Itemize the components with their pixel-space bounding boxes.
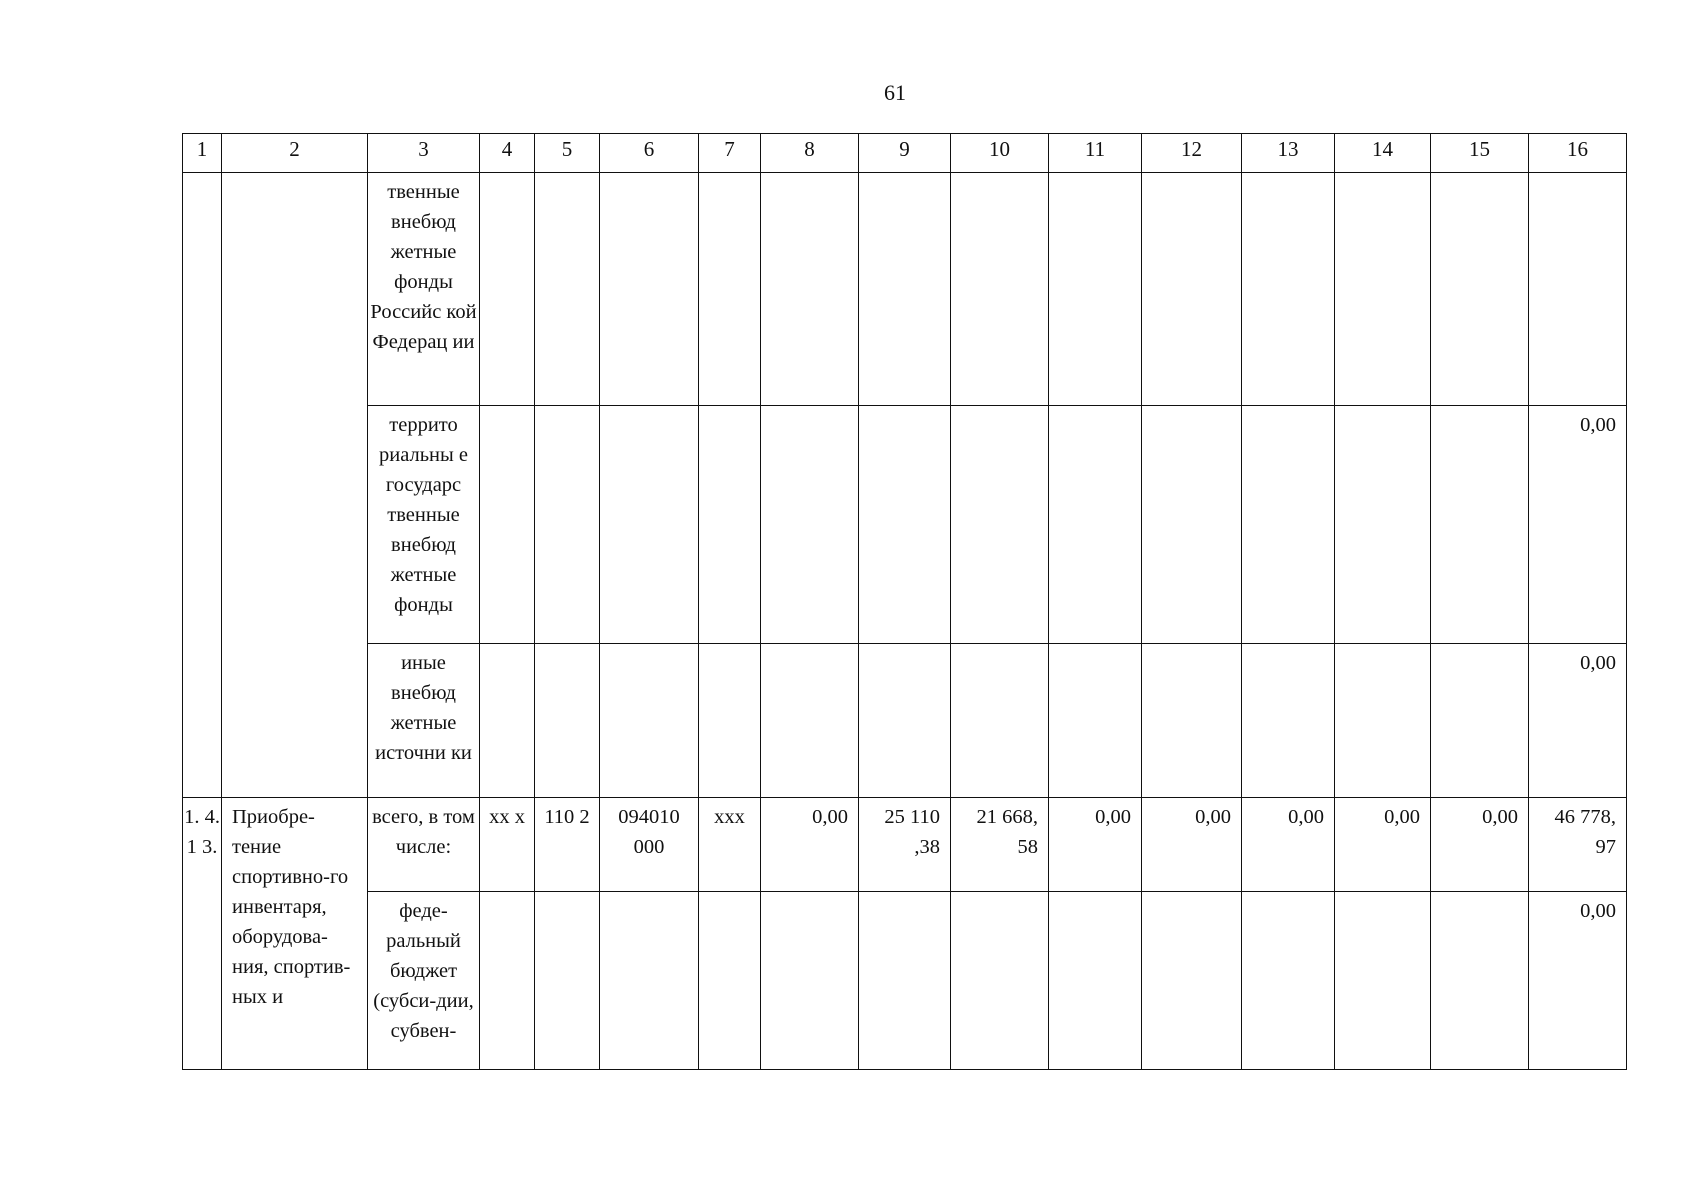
source-cell: террито риальны е государс твенные внебюд жетные фонды [368,406,480,644]
value-cell: xxx [699,798,761,892]
header-cell: 3 [368,134,480,173]
header-cell: 12 [1142,134,1242,173]
table-row [183,406,1627,644]
value-cell: 0,00 [1529,644,1627,798]
value-cell: 25 110 ,38 [859,798,951,892]
row-name: Приобре-тение спортивно-го инвентаря, оборудова-ния, спортив-ных и [222,798,368,1070]
header-cell: 15 [1431,134,1529,173]
header-cell: 6 [600,134,699,173]
header-cell: 4 [480,134,535,173]
value-cell [1529,173,1627,406]
header-cell: 14 [1335,134,1431,173]
table-row [183,892,1627,1070]
value-cell: 0,00 [1529,892,1627,1070]
row-index: 1. 4. 1 3. [183,798,222,1070]
name-cell [222,173,368,798]
index-cell [183,173,222,798]
value-cell: 0,00 [1242,798,1335,892]
value-cell: 0,00 [1335,798,1431,892]
header-cell: 9 [859,134,951,173]
value-cell: 0,00 [761,798,859,892]
header-cell: 11 [1049,134,1142,173]
header-cell: 1 [183,134,222,173]
value-cell: 0,00 [1142,798,1242,892]
source-cell: всего, в том числе: [368,798,480,892]
value-cell: 0,00 [1049,798,1142,892]
header-cell: 8 [761,134,859,173]
header-cell: 16 [1529,134,1627,173]
value-cell: xx x [480,798,535,892]
value-cell: 21 668, 58 [951,798,1049,892]
table-row [183,173,1627,406]
value-cell: 0,00 [1431,798,1529,892]
header-cell: 13 [1242,134,1335,173]
header-cell: 7 [699,134,761,173]
header-row [183,134,1627,173]
budget-table [182,133,1627,1070]
table-row [183,798,1627,892]
value-cell: 110 2 [535,798,600,892]
header-cell: 2 [222,134,368,173]
value-cell: 46 778, 97 [1529,798,1627,892]
source-cell: феде-ральный бюджет (субси-дии, субвен- [368,892,480,1070]
value-cell: 0,00 [1529,406,1627,644]
header-cell: 5 [535,134,600,173]
source-cell: иные внебюд жетные источни ки [368,644,480,798]
page-number: 61 [884,80,906,105]
table-row [183,644,1627,798]
value-cell: 094010 000 [600,798,699,892]
header-cell: 10 [951,134,1049,173]
source-cell: твенные внебюд жетные фонды Российс кой Федерац ии [368,173,480,406]
